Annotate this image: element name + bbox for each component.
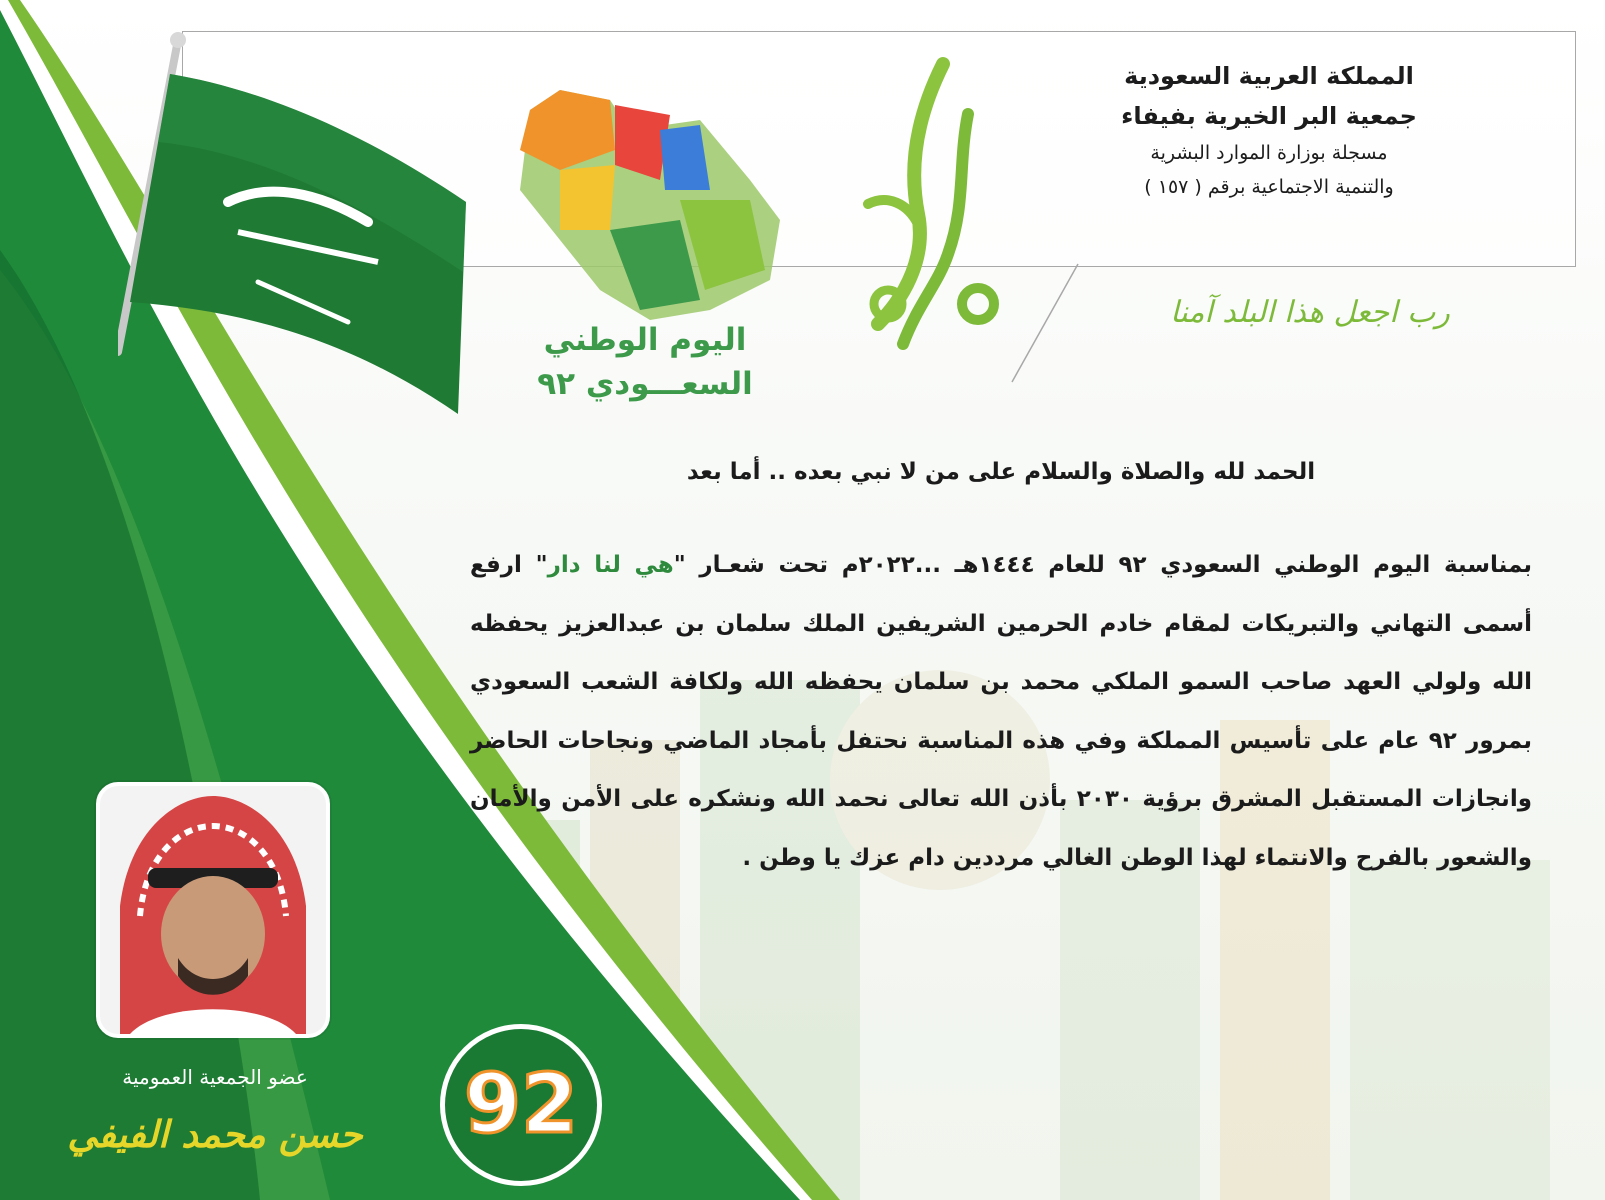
org-country: المملكة العربية السعودية bbox=[1124, 62, 1414, 90]
message-body bbox=[470, 452, 1532, 887]
member-portrait-image bbox=[100, 786, 326, 1034]
fayfa-calligraphy-logo bbox=[848, 54, 1008, 364]
member-photo bbox=[96, 782, 330, 1038]
badge-92 bbox=[440, 1024, 602, 1186]
saudi-flag-icon bbox=[118, 32, 478, 432]
member-name: حسن محمد الفيفي bbox=[67, 1112, 363, 1156]
message-paragraph-start: بمناسبة اليوم الوطني السعودي ٩٢ للعام ١٤٤٤هـ ...٢٠٢٢م تحت شعـار " bbox=[673, 552, 1533, 578]
opening-greeting: الحمد لله والصلاة والسلام على من لا نبي بعده .. أما بعد bbox=[686, 459, 1316, 485]
org-registration-number: والتنمية الاجتماعية برقم ( ١٥٧ ) bbox=[1144, 176, 1394, 198]
member-role: عضو الجمعية العمومية bbox=[122, 1065, 308, 1089]
org-registration: مسجلة بوزارة الموارد البشرية bbox=[1150, 142, 1388, 164]
national-day-title-line2: السعـــودي ٩٢ bbox=[537, 366, 753, 402]
national-day-title bbox=[520, 318, 770, 406]
national-day-title-line1: اليوم الوطني bbox=[543, 322, 747, 358]
header-frame-tail bbox=[1010, 262, 1080, 384]
org-name: جمعية البر الخيرية بفيفاء bbox=[1121, 102, 1417, 130]
quran-verse-calligraphy: رب اجعل هذا البلد آمنا bbox=[1170, 295, 1450, 330]
message-paragraph-rest: " ارفع أسمى التهاني والتبريكات لمقام خادم الحرمين الشريفين الملك سلمان بن عبدالعزيز يحفظه الله ولولي العهد صاحب السمو الملكي محمد بن سلمان يحفظه الله ولكافة الشعب السعودي بمرور ٩٢ عام على تأسيس المملكة وفي هذه المناسبة نحتفل بأمجاد الماضي ونجاحات الحاضر وانجازات المستقبل المشرق برؤية ٢٠٣٠ بأذن الله تعالى نحمد الله ونشكره على الأمن والأمان والشعور بالفرح والانتماء لهذا الوطن الغالي مرددين دام عزك يا وطن . bbox=[470, 552, 1532, 871]
badge-number: 92 bbox=[463, 1057, 579, 1152]
message-paragraph bbox=[470, 536, 1532, 887]
slogan-text: هي لنا دار bbox=[547, 552, 674, 578]
organization-header bbox=[1059, 56, 1479, 204]
